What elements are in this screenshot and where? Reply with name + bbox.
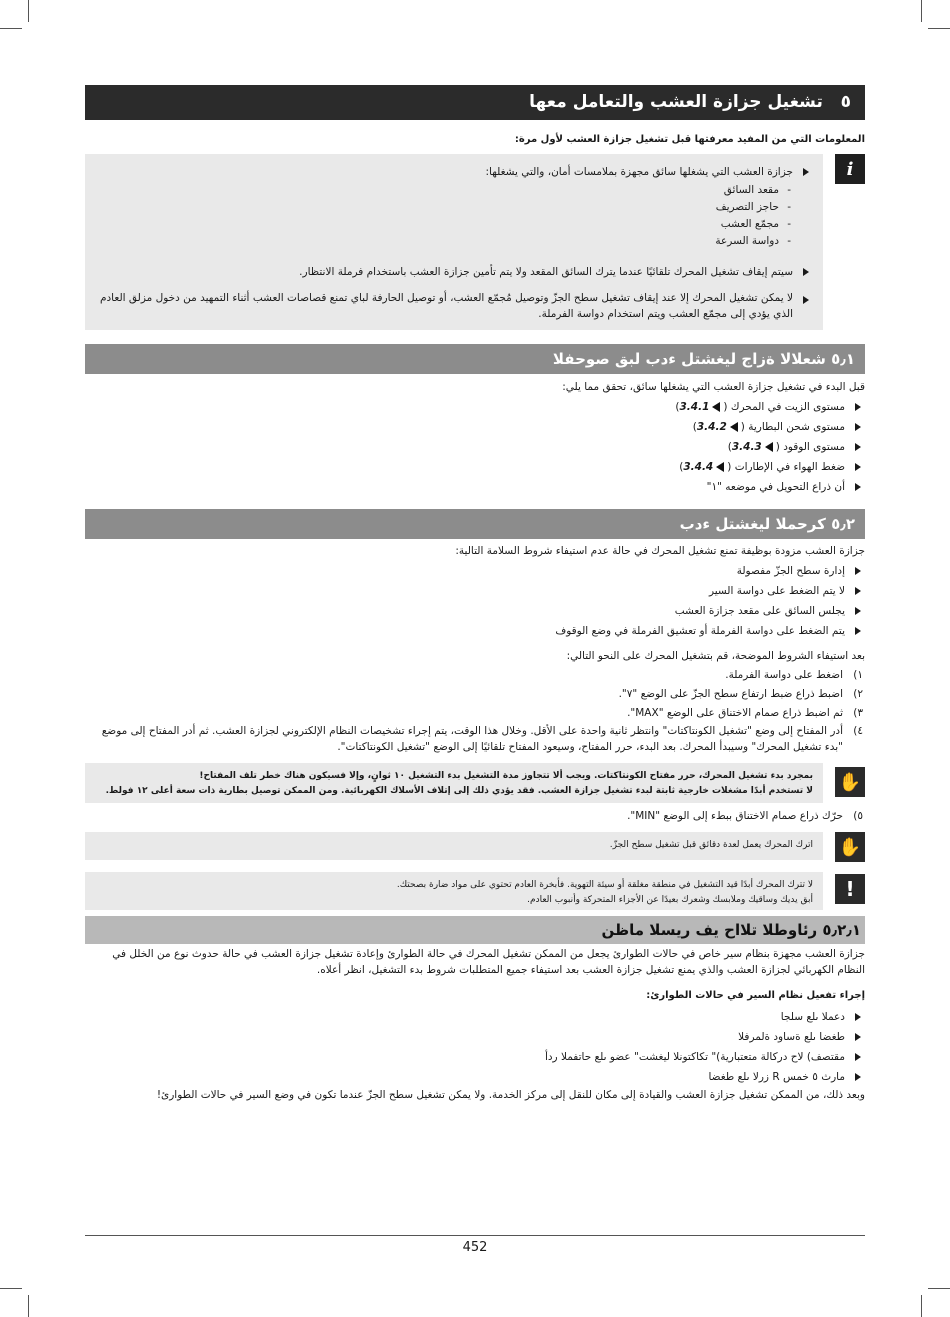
step-item: ٤) أدر المفتاح إلى وضع "تشغيل الكونتاكتات" وانتظر ثانية واحدة على الأقل. وخلال هذا الوقت، يتم إجراء تشخيصات النظام الإلكتروني لجزازة العشب. ثم أدر المفتاح إلى موضع "بدء تشغيل المحرك" وسيبدأ المحرك. بعد البدء، حرر المفتاح، وسيعود المفتاح تلقائيًا إلى الوضع "تشغيل الكونتاكتات". — [101, 725, 863, 753]
chapter-number: ٥ — [840, 92, 851, 112]
info-item: سيتم إيقاف تشغيل المحرك تلقائيًا عندما يترك السائق المقعد ولا يتم تأمين جزازة العشب باستخدام فرملة الانتظار. — [95, 262, 813, 282]
info-icon: i — [835, 154, 865, 184]
emergency-paragraph: جزازة العشب مجهزة بنظام سير خاص في حالات الطوارئ يجعل من الممكن تشغيل المحرك في حالة الطوارئ وإعادة تشغيل جزازة العشب في حالة حدوث نوع من الخلل في النظام الكهربائي لجزازة العشب والذي يمنع تشغيل جزازة العشب بعد استيفاء جميع المتطلبات شروط بدء التشغيل، انظر أعلاه. — [112, 948, 865, 976]
emergency-step: طغضا ىلع ةساود ةلمرفلا — [85, 1027, 865, 1047]
condition-item: يتم الضغط على دواسة الفرملة أو تعشيق الفرملة في وضع الوقوف — [85, 621, 865, 641]
page-number: 452 — [462, 1240, 488, 1255]
hand-stop-icon: ✋ — [835, 832, 865, 862]
caution-block — [85, 872, 865, 908]
info-item: لا يمكن تشغيل المحرك إلا عند إيقاف تشغيل سطح الجزّ وتوصيل مُجمّع العشب، أو توصيل الحارفة لباي تمنع قصاصات العشب أثناء التمهيد من دخول مزلق العادم الذي يؤدي إلى مجمّع العشب ويتم استخدام دواسة الفرملة. — [95, 290, 813, 322]
info-subitem: - دواسة السرعة — [95, 233, 813, 250]
section-heading-5-1: ٥٫١ شعلالا ةزاج ليغشتل ءدب لبق صوحفلا — [85, 344, 865, 374]
check-item: مستوى الزيت في المحرك (3.4.1) — [85, 397, 865, 417]
step-item: ٥) حرّك ذراع صمام الاختناق ببطء إلى الوضع "MIN". — [627, 810, 863, 822]
crop-mark — [921, 1295, 922, 1317]
condition-item: لا يتم الضغط على دواسة السير — [85, 581, 865, 601]
safety-conditions — [85, 561, 865, 641]
note-box: اترك المحرك يعمل لعدة دقائق قبل تشغيل سطح الجزّ. — [85, 832, 823, 860]
crop-mark — [0, 28, 22, 29]
check-item: ضغط الهواء في الإطارات (3.4.4) — [85, 457, 865, 477]
emergency-step: دعملا ىلع سلجا — [85, 1007, 865, 1027]
step-item: ٢) اضبط ذراع ضبط ارتفاع سطح الجزّ على الوضع "٧". — [618, 688, 863, 700]
check-item: مستوى شحن البطارية (3.4.2) — [85, 417, 865, 437]
crop-mark — [921, 0, 922, 22]
step-item: ١) اضغط على دواسة الفرملة. — [725, 669, 863, 681]
emergency-closing: وبعد ذلك، من الممكن تشغيل جزازة العشب والقيادة إلى مكان للنقل إلى مركز الخدمة. ولا يمكن تشغيل سطح الجزّ عندما تكون في وضع السير في حالات الطوارئ! — [156, 1089, 865, 1101]
check-item: مستوى الوقود (3.4.3) — [85, 437, 865, 457]
hand-stop-icon: ✋ — [835, 767, 865, 797]
crop-mark — [928, 28, 950, 29]
emergency-step: مقتصف) لاح دركالة متعتبارية)" تكاكتونلا ليغشت" عضو ىلع حاتفملا ردأ — [85, 1047, 865, 1067]
info-subitem: - مجمّع العشب — [95, 216, 813, 233]
step-item: ٣) ثم اضبط ذراع صمام الاختناق على الوضع "MAX". — [627, 707, 863, 719]
start-steps — [85, 666, 865, 755]
info-box — [85, 154, 823, 330]
emergency-procedure-title: إجراء تفعيل نظام السير في حالات الطوارئ: — [646, 990, 865, 1001]
intro-bold: المعلومات التي من المفيد معرفتها قبل تشغيل جزازة العشب لأول مرة: — [514, 134, 865, 145]
section-intro: قبل البدء في تشغيل جزازة العشب التي يشغلها سائق، تحقق مما يلي: — [562, 381, 865, 393]
warning-block — [85, 763, 865, 803]
start-steps — [85, 807, 865, 826]
emergency-steps — [85, 1007, 865, 1087]
chapter-heading — [85, 85, 865, 120]
section-heading-5-2: ٥٫٢ كرحملا ليغشتل ءدب — [85, 509, 865, 539]
caution-box: لا تترك المحرك أبدًا قيد التشغيل في منطقة مغلقة أو سيئة التهوية. فأبخرة العادم تحتوي على مواد ضارة بصحتك. أبق يديك وساقيك وملابسك وشعرك بعيدًا عن الأجزاء المتحركة وأنبوب العادم. — [85, 872, 823, 910]
warning-box: بمجرد بدء تشغيل المحرك، حرر مفتاح الكونتاكتات. ويجب ألا تتجاوز مدة التشغيل بدء التشغيل ١٠ ثوانٍ، وإلا فسيكون هناك خطر تلف المفتاح! لا تستخدم أبدًا مشغلات خارجية ثابتة لبدء تشغيل جزازة العشب. فقد يؤدي ذلك إلى إتلاف الأسلاك الكهربائية. ومن الممكن توصيل بطارية ذات سعة أعلى ١٢ فولط. — [85, 763, 823, 803]
cross-reference[interactable]: 3.4.4 — [683, 461, 714, 473]
info-item: جزازة العشب التي يشغلها سائق مجهزة بملامسات أمان، والتي يشغلها: — [95, 162, 813, 182]
cross-reference[interactable]: 3.4.3 — [731, 441, 762, 453]
steps-intro: بعد استيفاء الشروط الموضحة، قم بتشغيل المحرك على النحو التالي: — [566, 650, 865, 662]
crop-mark — [0, 1288, 22, 1289]
note-block — [85, 832, 865, 862]
chapter-title: تشغيل جزازة العشب والتعامل معها — [529, 92, 823, 112]
info-subitem: - حاجز التصريف — [95, 199, 813, 216]
check-item: أن ذراع التحويل في موضعه "١" — [85, 477, 865, 497]
checklist — [85, 397, 865, 497]
section-intro: جزازة العشب مزودة بوظيفة تمنع تشغيل المحرك في حالة عدم استيفاء شروط السلامة التالية: — [455, 545, 865, 557]
exclamation-icon: ! — [835, 874, 865, 904]
info-subitem: - مقعد السائق — [95, 182, 813, 199]
footer-rule — [85, 1235, 865, 1236]
cross-reference[interactable]: 3.4.1 — [679, 401, 710, 413]
condition-item: إدارة سطح الجزّ مفصولة — [85, 561, 865, 581]
section-heading-5-2-1: ٥٫٢٫١ رئاوطلا تلااح يف ريسلا ماظن — [85, 916, 865, 944]
emergency-step: مارث ٥ خمس R زرلا ىلع طغضا — [85, 1067, 865, 1087]
info-block — [85, 154, 865, 330]
condition-item: يجلس السائق على مقعد جزازة العشب — [85, 601, 865, 621]
cross-reference[interactable]: 3.4.2 — [696, 421, 727, 433]
page-content — [85, 85, 865, 1103]
crop-mark — [28, 0, 29, 22]
crop-mark — [928, 1288, 950, 1289]
crop-mark — [28, 1295, 29, 1317]
